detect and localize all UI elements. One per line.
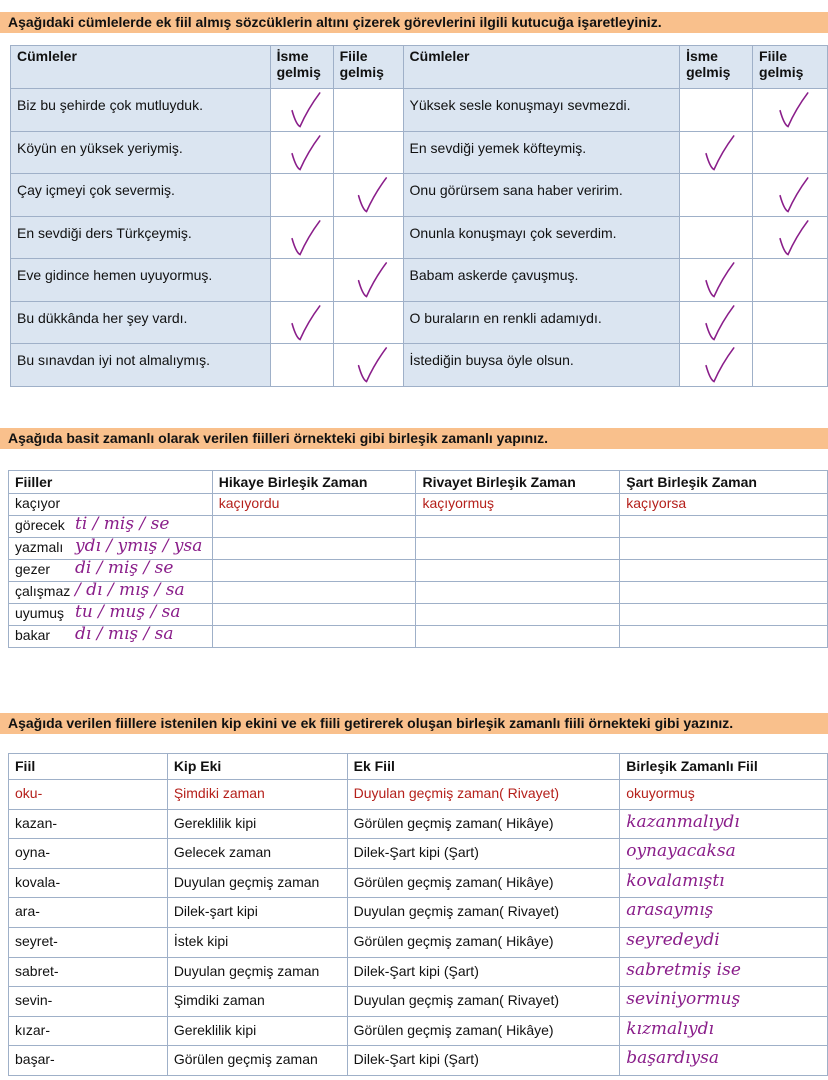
rivayet-cell[interactable] (416, 538, 620, 560)
isme-checkbox[interactable] (270, 174, 333, 217)
fiile-checkbox[interactable] (753, 216, 828, 259)
sart-cell[interactable] (620, 604, 828, 626)
fiile-checkbox[interactable] (753, 131, 828, 174)
fiile-checkbox[interactable] (753, 259, 828, 302)
rivayet-cell[interactable] (416, 626, 620, 648)
answer-cell[interactable] (620, 839, 828, 869)
handwritten-answer: başardıysa (626, 1048, 720, 1069)
fiile-checkbox[interactable] (333, 174, 403, 217)
example-answer: okuyormuş (620, 780, 828, 810)
table-row (9, 626, 828, 648)
section3-instruction: Aşağıda verilen fiillere istenilen kip ekini ve ek fiili getirerek oluşan birleşik zamanlı fiili örnekteki gibi yazınız. (0, 713, 828, 734)
kip-eki: Dilek-şart kipi (167, 898, 347, 928)
sart-cell[interactable] (620, 538, 828, 560)
table-row (9, 957, 828, 987)
sentence-left: Çay içmeyi çok severmiş. (11, 174, 271, 217)
hikaye-cell[interactable] (212, 538, 416, 560)
ek-fiil: Görülen geçmiş zaman( Hikâye) (347, 868, 620, 898)
table-row (9, 516, 828, 538)
kip-eki: Duyulan geçmiş zaman (167, 957, 347, 987)
table-row (9, 898, 828, 928)
checkmark-icon (680, 259, 752, 301)
header-hikaye: Hikaye Birleşik Zaman (212, 471, 416, 494)
table-row (9, 927, 828, 957)
verb: kızar- (9, 1016, 168, 1046)
table-row (9, 1016, 828, 1046)
table-row (11, 216, 828, 259)
sentence-right: Onu görürsem sana haber veririm. (403, 174, 680, 217)
sentence-right: En sevdiği yemek köfteymiş. (403, 131, 680, 174)
verb: ara- (9, 898, 168, 928)
isme-checkbox[interactable] (270, 216, 333, 259)
verb: yazmalı (15, 539, 64, 555)
kip-ek-fiil-table (8, 753, 828, 1076)
verb: sabret- (9, 957, 168, 987)
fiile-checkbox[interactable] (333, 131, 403, 174)
ek-fiil-table (10, 45, 828, 387)
checkmark-icon (753, 174, 827, 216)
checkmark-icon (334, 174, 403, 216)
fiile-checkbox[interactable] (333, 89, 403, 132)
table-row (9, 839, 828, 869)
verb-cell (9, 604, 213, 626)
isme-checkbox[interactable] (270, 259, 333, 302)
table-row (9, 1046, 828, 1076)
verb: gezer (15, 561, 51, 577)
verb: sevin- (9, 987, 168, 1017)
table-row (11, 131, 828, 174)
table-row (11, 174, 828, 217)
answer-cell[interactable] (620, 1046, 828, 1076)
sentence-right: Onunla konuşmayı çok severdim. (403, 216, 680, 259)
answer-cell[interactable] (620, 927, 828, 957)
verb: seyret- (9, 927, 168, 957)
example-row (9, 494, 828, 516)
fiile-checkbox[interactable] (333, 344, 403, 387)
header-sentences: Cümleler (11, 46, 271, 89)
kip-eki: Görülen geçmiş zaman (167, 1046, 347, 1076)
kip-eki: Gereklilik kipi (167, 1016, 347, 1046)
checkmark-icon (680, 344, 752, 386)
table-row (9, 604, 828, 626)
sart-cell[interactable] (620, 582, 828, 604)
handwritten-answer: seviniyormuş (626, 989, 741, 1010)
header-fiile: Fiile gelmiş (333, 46, 403, 89)
checkmark-icon (680, 132, 752, 174)
handwritten-answer: dı / mış / sa (75, 624, 174, 644)
handwritten-answer: di / miş / se (75, 558, 174, 578)
handwritten-answer: / dı / mış / sa (75, 580, 185, 600)
table-row (11, 259, 828, 302)
sart-cell[interactable] (620, 560, 828, 582)
fiile-checkbox[interactable] (753, 301, 828, 344)
table-row (9, 987, 828, 1017)
hikaye-cell[interactable] (212, 604, 416, 626)
example-rivayet: kaçıyormuş (416, 494, 620, 516)
isme-checkbox[interactable] (270, 344, 333, 387)
ek-fiil: Görülen geçmiş zaman( Hikâye) (347, 1016, 620, 1046)
header-sart: Şart Birleşik Zaman (620, 471, 828, 494)
sentence-left: Bu dükkânda her şey vardı. (11, 301, 271, 344)
header-rivayet: Rivayet Birleşik Zaman (416, 471, 620, 494)
isme-checkbox[interactable] (680, 174, 753, 217)
sart-cell[interactable] (620, 626, 828, 648)
ek-fiil: Görülen geçmiş zaman( Hikâye) (347, 927, 620, 957)
fiile-checkbox[interactable] (333, 301, 403, 344)
verb: kazan- (9, 809, 168, 839)
table-row (11, 89, 828, 132)
verb: uyumuş (15, 605, 65, 621)
answer-cell[interactable] (620, 987, 828, 1017)
sentence-right: O buraların en renkli adamıydı. (403, 301, 680, 344)
table-row (11, 301, 828, 344)
sart-cell[interactable] (620, 516, 828, 538)
handwritten-answer: kızmalıydı (626, 1018, 714, 1039)
hikaye-cell[interactable] (212, 626, 416, 648)
fiile-checkbox[interactable] (333, 259, 403, 302)
rivayet-cell[interactable] (416, 516, 620, 538)
example-verb: kaçıyor (9, 494, 213, 516)
verb-cell (9, 582, 213, 604)
fiile-checkbox[interactable] (753, 344, 828, 387)
sentence-right: Yüksek sesle konuşmayı sevmezdi. (403, 89, 680, 132)
section2-instruction: Aşağıda basit zamanlı olarak verilen fiilleri örnekteki gibi birleşik zamanlı yapınız. (0, 428, 828, 449)
ek-fiil: Dilek-Şart kipi (Şart) (347, 839, 620, 869)
table-row (9, 809, 828, 839)
verb: kovala- (9, 868, 168, 898)
ek-fiil: Görülen geçmiş zaman( Hikâye) (347, 809, 620, 839)
example-kip: Şimdiki zaman (167, 780, 347, 810)
handwritten-answer: ti / miş / se (75, 514, 170, 534)
rivayet-cell[interactable] (416, 560, 620, 582)
checkmark-icon (271, 302, 333, 344)
isme-checkbox[interactable] (680, 259, 753, 302)
handwritten-answer: kazanmalıydı (626, 811, 740, 832)
handwritten-answer: tu / muş / sa (75, 602, 181, 622)
header-isme: İsme gelmiş (270, 46, 333, 89)
sentence-right: Babam askerde çavuşmuş. (403, 259, 680, 302)
ek-fiil: Duyulan geçmiş zaman( Rivayet) (347, 987, 620, 1017)
checkmark-icon (334, 259, 403, 301)
table-row (9, 868, 828, 898)
header-fiile: Fiile gelmiş (753, 46, 828, 89)
handwritten-answer: arasaymış (626, 900, 714, 921)
section1-instruction: Aşağıdaki cümlelerde ek fiil almış sözcüklerin altını çizerek görevlerini ilgili kutucuğa işaretleyiniz. (0, 12, 828, 33)
checkmark-icon (334, 344, 403, 386)
ek-fiil: Dilek-Şart kipi (Şart) (347, 1046, 620, 1076)
answer-cell[interactable] (620, 809, 828, 839)
hikaye-cell[interactable] (212, 582, 416, 604)
fiile-checkbox[interactable] (753, 89, 828, 132)
answer-cell[interactable] (620, 957, 828, 987)
table-row (11, 344, 828, 387)
example-row (9, 780, 828, 810)
isme-checkbox[interactable] (680, 344, 753, 387)
hikaye-cell[interactable] (212, 560, 416, 582)
rivayet-cell[interactable] (416, 604, 620, 626)
verb: başar- (9, 1046, 168, 1076)
header-isme: İsme gelmiş (680, 46, 753, 89)
checkmark-icon (753, 89, 827, 131)
header-sentences: Cümleler (403, 46, 680, 89)
kip-eki: Gelecek zaman (167, 839, 347, 869)
example-sart: kaçıyorsa (620, 494, 828, 516)
kip-eki: İstek kipi (167, 927, 347, 957)
ek-fiil: Dilek-Şart kipi (Şart) (347, 957, 620, 987)
table-row (9, 582, 828, 604)
table-row (9, 538, 828, 560)
header-fiil: Fiil (9, 754, 168, 780)
ek-fiil: Duyulan geçmiş zaman( Rivayet) (347, 898, 620, 928)
sentence-left: En sevdiği ders Türkçeymiş. (11, 216, 271, 259)
checkmark-icon (271, 89, 333, 131)
verb-cell (9, 560, 213, 582)
handwritten-answer: sabretmiş ise (626, 959, 741, 980)
checkmark-icon (271, 217, 333, 259)
answer-cell[interactable] (620, 1016, 828, 1046)
header-birlesik: Birleşik Zamanlı Fiil (620, 754, 828, 780)
hikaye-cell[interactable] (212, 516, 416, 538)
verb: çalışmaz (15, 583, 71, 599)
kip-eki: Duyulan geçmiş zaman (167, 868, 347, 898)
checkmark-icon (271, 132, 333, 174)
answer-cell[interactable] (620, 898, 828, 928)
header-kip-eki: Kip Eki (167, 754, 347, 780)
birlesik-zaman-table (8, 470, 828, 648)
isme-checkbox[interactable] (270, 131, 333, 174)
kip-eki: Gereklilik kipi (167, 809, 347, 839)
verb: oyna- (9, 839, 168, 869)
isme-checkbox[interactable] (680, 216, 753, 259)
isme-checkbox[interactable] (270, 89, 333, 132)
example-verb: oku- (9, 780, 168, 810)
verb-cell (9, 538, 213, 560)
verb-cell (9, 626, 213, 648)
handwritten-answer: ydı / ymış / ysa (75, 536, 203, 556)
fiile-checkbox[interactable] (333, 216, 403, 259)
isme-checkbox[interactable] (680, 89, 753, 132)
sentence-right: İstediğin buysa öyle olsun. (403, 344, 680, 387)
kip-eki: Şimdiki zaman (167, 987, 347, 1017)
answer-cell[interactable] (620, 868, 828, 898)
checkmark-icon (753, 217, 827, 259)
header-ek-fiil: Ek Fiil (347, 754, 620, 780)
header-fiiller: Fiiller (9, 471, 213, 494)
table-row (9, 560, 828, 582)
handwritten-answer: seyredeydi (626, 929, 720, 950)
isme-checkbox[interactable] (270, 301, 333, 344)
isme-checkbox[interactable] (680, 301, 753, 344)
checkmark-icon (680, 302, 752, 344)
isme-checkbox[interactable] (680, 131, 753, 174)
sentence-left: Bu sınavdan iyi not almalıymış. (11, 344, 271, 387)
verb-cell (9, 516, 213, 538)
handwritten-answer: kovalamıştı (626, 870, 725, 891)
sentence-left: Biz bu şehirde çok mutluyduk. (11, 89, 271, 132)
sentence-left: Eve gidince hemen uyuyormuş. (11, 259, 271, 302)
handwritten-answer: oynayacaksa (626, 841, 736, 862)
example-hikaye: kaçıyordu (212, 494, 416, 516)
rivayet-cell[interactable] (416, 582, 620, 604)
example-ek: Duyulan geçmiş zaman( Rivayet) (347, 780, 620, 810)
sentence-left: Köyün en yüksek yeriymiş. (11, 131, 271, 174)
verb: bakar (15, 627, 51, 643)
verb: görecek (15, 517, 65, 533)
fiile-checkbox[interactable] (753, 174, 828, 217)
